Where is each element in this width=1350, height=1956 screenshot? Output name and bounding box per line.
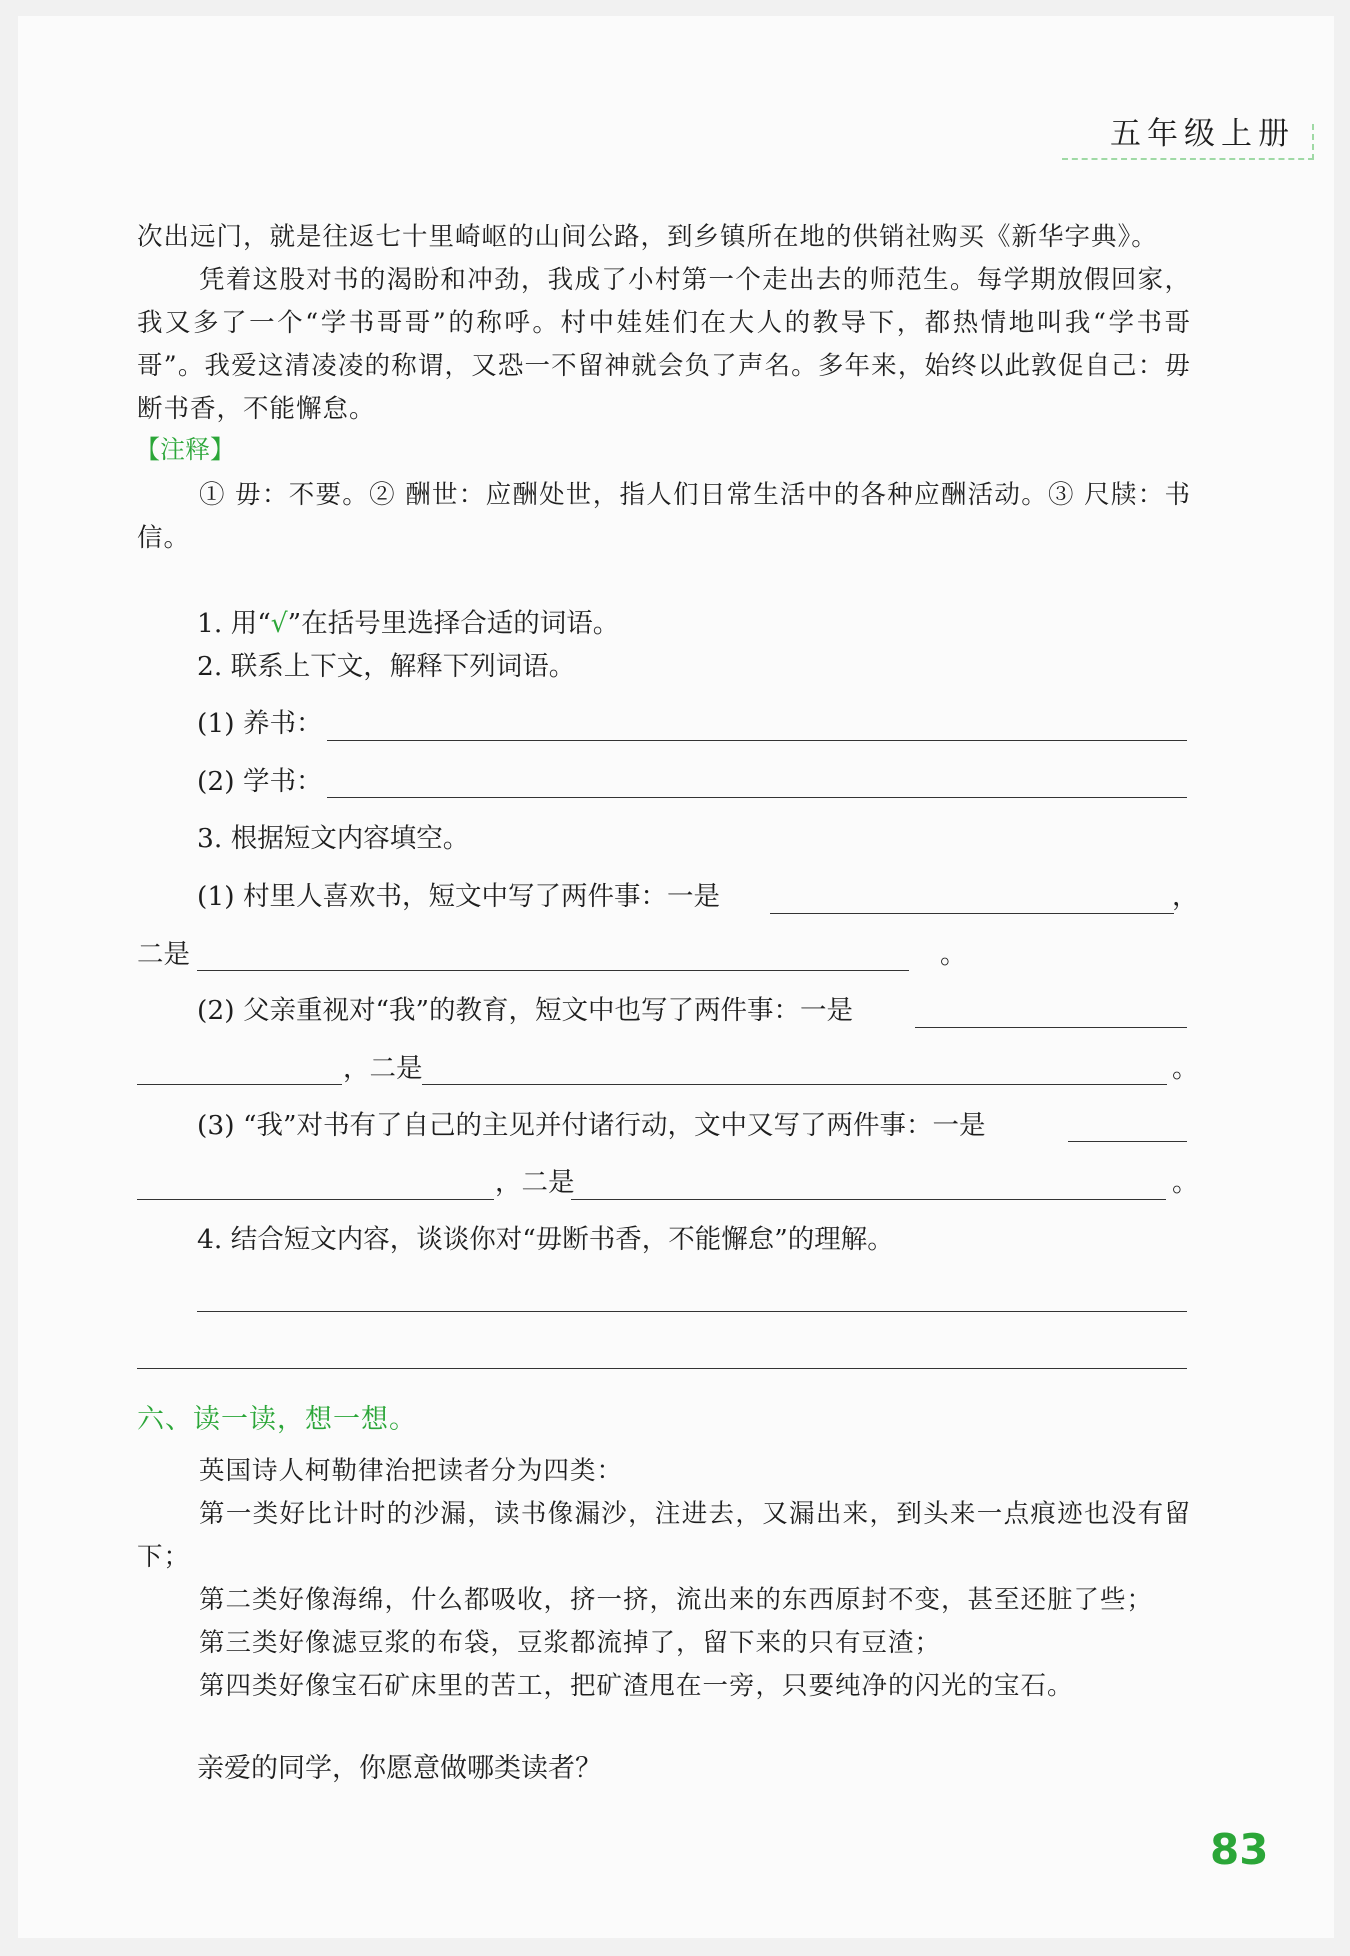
section-6-question: 亲爱的同学，你愿意做哪类读者？ <box>197 1753 602 1784</box>
answer-line-3-2-b[interactable] <box>422 1084 1167 1085</box>
answer-line-3-1-a[interactable] <box>770 913 1174 914</box>
question-2-1-label: (1) 养书： <box>197 708 323 739</box>
comma-mark: ， <box>1172 881 1199 912</box>
notes-text: ① 毋：不要。② 酬世：应酬处世，指人们日常生活中的各种应酬活动。③ 尺牍：书信。 <box>137 480 1191 553</box>
grade-label: 五年级上册 <box>1110 116 1295 152</box>
period-mark: 。 <box>1172 1053 1199 1084</box>
check-mark-icon: √ <box>270 608 288 639</box>
period-mark: 。 <box>1172 1167 1199 1198</box>
reader-type-2: 第二类好像海绵，什么都吸收，挤一挤，流出来的东西原封不变，甚至还脏了些； <box>199 1585 1154 1615</box>
answer-line-3-3-a[interactable] <box>1068 1141 1187 1142</box>
answer-line-3-2-a[interactable] <box>915 1027 1187 1028</box>
answer-line-3-3-a-cont[interactable] <box>137 1199 494 1200</box>
notes-heading: 【注释】 <box>135 435 236 464</box>
question-3-3-second: ，二是 <box>495 1167 575 1198</box>
reader-type-3: 第三类好像滤豆浆的布袋，豆浆都流掉了，留下来的只有豆渣； <box>199 1628 942 1658</box>
question-3: 3. 根据短文内容填空。 <box>197 823 470 854</box>
question-3-2-second: ，二是 <box>343 1053 423 1084</box>
section-6-heading: 六、读一读，想一想。 <box>137 1404 417 1435</box>
question-4: 4. 结合短文内容，谈谈你对“毋断书香，不能懈怠”的理解。 <box>197 1224 894 1255</box>
answer-line-2-1[interactable] <box>327 740 1187 741</box>
question-2-2-label: (2) 学书： <box>197 766 323 797</box>
question-3-3: (3) “我”对书有了自己的主见并付诸行动，文中又写了两件事：一是 <box>197 1110 986 1141</box>
reader-type-1: 第一类好比计时的沙漏，读书像漏沙，注进去，又漏出来，到头来一点痕迹也没有留下； <box>137 1499 1191 1572</box>
section-6-intro: 英国诗人柯勒律治把读者分为四类： <box>199 1456 624 1486</box>
question-2: 2. 联系上下文，解释下列词语。 <box>197 651 576 682</box>
answer-line-3-1-b[interactable] <box>197 970 909 971</box>
question-3-1-second: 二是 <box>137 939 190 970</box>
question-1-text-start: 1. 用“ <box>197 608 271 639</box>
page-number: 83 <box>1210 1825 1269 1874</box>
answer-line-3-3-b[interactable] <box>571 1199 1166 1200</box>
question-3-2: (2) 父亲重视对“我”的教育，短文中也写了两件事：一是 <box>197 995 854 1026</box>
question-1 <box>197 604 619 644</box>
answer-line-2-2[interactable] <box>327 797 1187 798</box>
answer-line-3-2-a-cont[interactable] <box>137 1084 342 1085</box>
period-mark: 。 <box>940 939 967 970</box>
answer-line-4-a[interactable] <box>197 1311 1187 1312</box>
question-1-text-end: ”在括号里选择合适的词语。 <box>287 608 620 639</box>
reader-type-4: 第四类好像宝石矿床里的苦工，把矿渣甩在一旁，只要纯净的闪光的宝石。 <box>199 1671 1074 1701</box>
passage-line: 次出远门，就是往返七十里崎岖的山间公路，到乡镇所在地的供销社购买《新华字典》。 <box>137 222 1158 252</box>
answer-line-4-b[interactable] <box>137 1368 1187 1369</box>
passage-paragraph: 凭着这股对书的渴盼和冲劲，我成了小村第一个走出去的师范生。每学期放假回家，我又多了一个“学书哥哥”的称呼。村中娃娃们在大人的教导下，都热情地叫我“学书哥哥”。我爱这清凌凌的称谓，又恐一不留神就会负了声名。多年来，始终以此敦促自己：毋断书香，不能懈怠。 <box>137 265 1191 424</box>
question-3-1: (1) 村里人喜欢书，短文中写了两件事：一是 <box>197 881 720 912</box>
